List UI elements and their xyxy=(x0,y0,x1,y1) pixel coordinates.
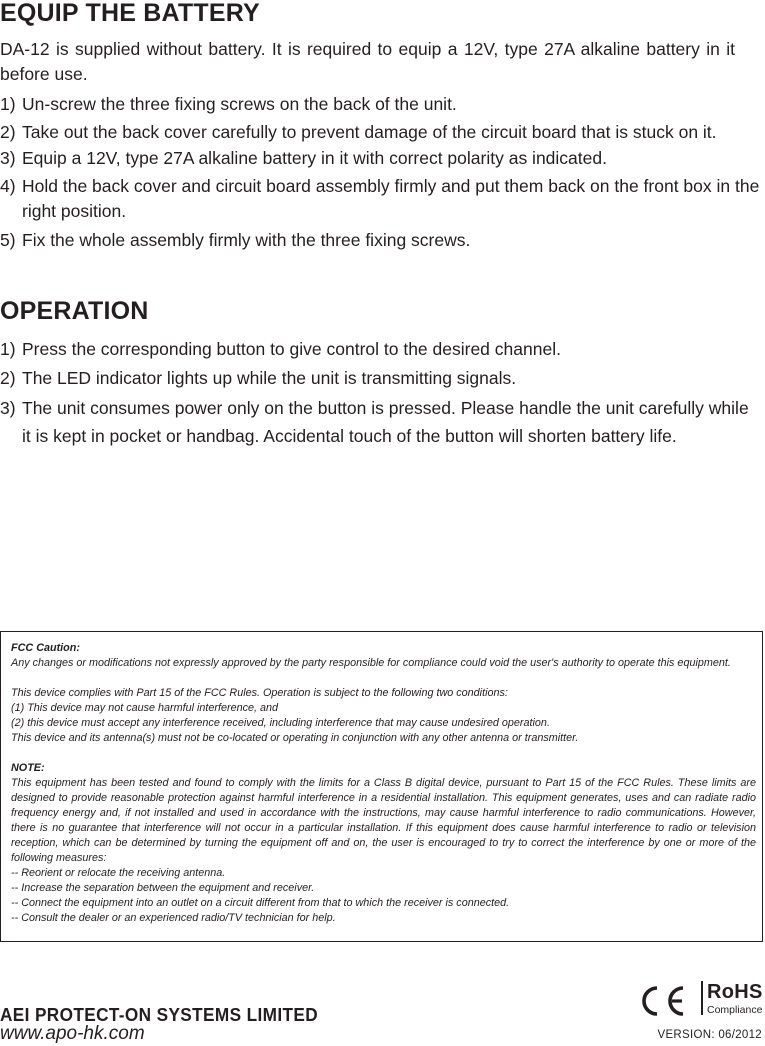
list-item xyxy=(0,92,765,117)
list-item xyxy=(0,395,758,450)
website-link[interactable]: www.apo-hk.com xyxy=(0,1023,145,1044)
fcc-measure: -- Increase the separation between the equipment and receiver. xyxy=(11,882,315,894)
step-number: 3) xyxy=(0,398,16,418)
step-text: Un-screw the three fixing screws on the back of the unit. xyxy=(22,94,457,114)
step-text: The unit consumes power only on the button is pressed. Please handle the unit carefully while it is kept in pocket or handbag. Accidental touch of the button will shorten battery life. xyxy=(22,398,749,446)
battery-heading: EQUIP THE BATTERY xyxy=(0,0,260,27)
step-text: Hold the back cover and circuit board assembly firmly and put them back on the front box in the right position. xyxy=(22,176,760,221)
step-text: Press the corresponding button to give control to the desired channel. xyxy=(22,339,561,359)
company-name: AEI PROTECT-ON SYSTEMS LIMITED xyxy=(0,1004,319,1025)
operation-steps-list xyxy=(0,337,758,450)
list-item xyxy=(0,174,765,224)
battery-steps-list xyxy=(0,92,765,253)
list-item xyxy=(0,366,758,391)
rohs-subtitle: Compliance xyxy=(707,1004,763,1016)
rohs-title: RoHS xyxy=(707,981,763,1003)
list-item xyxy=(0,228,765,253)
step-number: 1) xyxy=(0,339,16,359)
list-item xyxy=(0,146,765,171)
fcc-measure: -- Reorient or relocate the receiving antenna. xyxy=(11,867,226,879)
step-number: 2) xyxy=(0,368,16,388)
fcc-caution-text: Any changes or modifications not expressly approved by the party responsible for compliance could void the user's authority to operate this equipment. xyxy=(11,657,731,669)
fcc-measure: -- Connect the equipment into an outlet on a circuit different from that to which the receiver is connected. xyxy=(11,897,510,909)
fcc-measure: -- Consult the dealer or an experienced radio/TV technician for help. xyxy=(11,912,336,924)
rohs-compliance-mark xyxy=(701,981,765,1021)
fcc-note-text: This equipment has been tested and found to comply with the limits for a Class B digital device, pursuant to Part 15 of the FCC Rules. These limits are designed to provide reasonable protection against harmful interference in a residential installation. This equipment generates, uses and can radiate radio frequency energy and, if not installed and used in accordance with the instructions, may cause harmful interference to radio communications. However, there is no guarantee that interference will not occur in a particular installation. If this equipment does cause harmful interference to radio or television reception, which can be determined by turning the equipment off and on, the user is encouraged to try to correct the interference by one or more of the following measures: xyxy=(11,777,756,864)
fcc-condition-1: (1) This device may not cause harmful interference, and xyxy=(11,702,279,714)
version-label: VERSION: 06/2012 xyxy=(657,1029,762,1041)
step-number: 1) xyxy=(0,94,16,114)
step-number: 3) xyxy=(0,148,16,168)
fcc-antenna-note: This device and its antenna(s) must not be co-located or operating in conjunction with any other antenna or transmitter. xyxy=(11,732,579,744)
step-number: 4) xyxy=(0,176,16,196)
fcc-caution-title: FCC Caution: xyxy=(11,642,80,654)
rohs-bracket xyxy=(701,981,706,1015)
list-item xyxy=(0,337,758,362)
step-text: Fix the whole assembly firmly with the three fixing screws. xyxy=(22,230,471,250)
fcc-note-title: NOTE: xyxy=(11,762,45,774)
step-text: Take out the back cover carefully to prevent damage of the circuit board that is stuck on it. xyxy=(22,122,717,142)
ce-mark-icon xyxy=(637,985,687,1017)
fcc-condition-2: (2) this device must accept any interference received, including interference that may cause undesired operation. xyxy=(11,717,550,729)
battery-intro: DA-12 is supplied without battery. It is required to equip a 12V, type 27A alkaline battery in it before use. xyxy=(0,39,735,84)
step-text: The LED indicator lights up while the unit is transmitting signals. xyxy=(22,368,517,388)
fcc-notice-box xyxy=(0,631,763,942)
step-number: 2) xyxy=(0,122,16,142)
step-number: 5) xyxy=(0,230,16,250)
step-text: Equip a 12V, type 27A alkaline battery in it with correct polarity as indicated. xyxy=(22,148,607,168)
list-item xyxy=(0,120,765,145)
fcc-compliance-intro: This device complies with Part 15 of the FCC Rules. Operation is subject to the following two conditions: xyxy=(11,687,508,699)
operation-heading: OPERATION xyxy=(0,297,149,325)
